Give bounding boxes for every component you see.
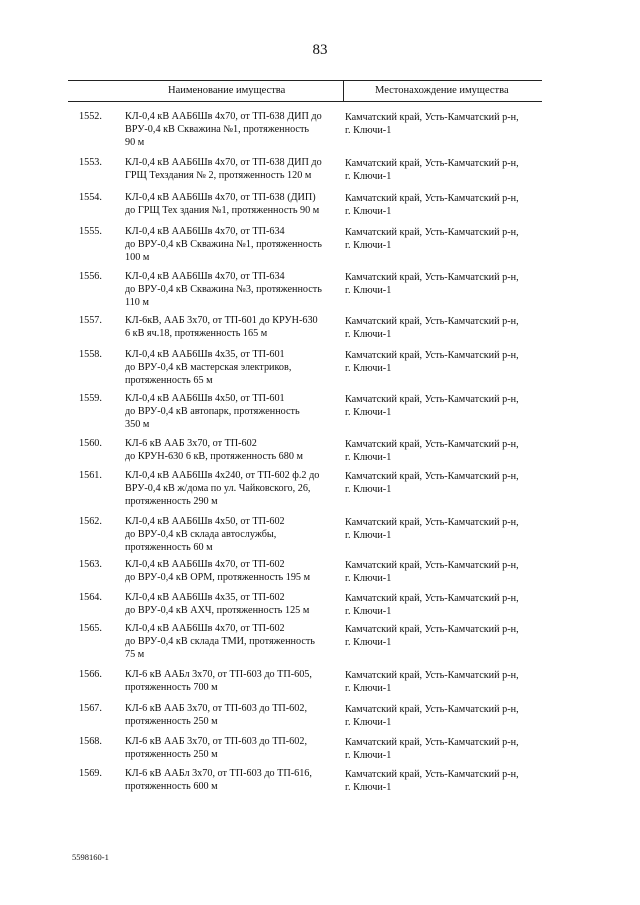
property-location-line: Камчатский край, Усть-Камчатский р-н,: [345, 560, 519, 571]
row-number: 1555.: [79, 226, 102, 237]
property-location: [345, 516, 545, 542]
property-name-line: до ВРУ-0,4 кВ автопарк, протяженность: [125, 406, 300, 418]
row-number: 1569.: [79, 768, 102, 779]
property-location: [345, 559, 545, 585]
property-name-line: до ВРУ-0,4 кВ Скважина №1, протяженность: [125, 239, 322, 251]
row-number: 1567.: [79, 703, 102, 714]
row-number: 1568.: [79, 736, 102, 747]
header-location-column: Местонахождение имущества: [375, 85, 509, 96]
row-number: 1554.: [79, 192, 102, 203]
property-location-line: г. Ключи-1: [345, 573, 392, 585]
property-name: [125, 469, 338, 509]
property-name: [125, 622, 338, 662]
property-location: [345, 157, 545, 183]
property-location-line: Камчатский край, Усть-Камчатский р-н,: [345, 272, 519, 283]
property-location-line: Камчатский край, Усть-Камчатский р-н,: [345, 158, 519, 169]
property-location-line: Камчатский край, Усть-Камчатский р-н,: [345, 394, 519, 405]
property-location-line: Камчатский край, Усть-Камчатский р-н,: [345, 737, 519, 748]
property-location-line: Камчатский край, Усть-Камчатский р-н,: [345, 670, 519, 681]
property-name: [125, 437, 338, 463]
property-name-line: до ГРЩ Тех здания №1, протяженность 90 м: [125, 205, 320, 217]
property-name: [125, 735, 338, 761]
header-name-column: Наименование имущества: [168, 85, 286, 96]
row-number: 1560.: [79, 438, 102, 449]
property-location: [345, 315, 545, 341]
table-header: [68, 80, 542, 102]
property-location-line: г. Ключи-1: [345, 407, 392, 419]
property-location-line: Камчатский край, Усть-Камчатский р-н,: [345, 704, 519, 715]
property-location-line: г. Ключи-1: [345, 637, 392, 649]
property-location: [345, 669, 545, 695]
property-name-line: 90 м: [125, 137, 145, 149]
property-location-line: Камчатский край, Усть-Камчатский р-н,: [345, 350, 519, 361]
property-name-line: КЛ-0,4 кВ ААБ6Шв 4х70, от ТП-638 ДИП до: [125, 111, 322, 122]
property-name-line: КЛ-6 кВ ААБ 3х70, от ТП-602: [125, 438, 257, 449]
property-location: [345, 349, 545, 375]
row-number: 1563.: [79, 559, 102, 570]
property-location-line: Камчатский край, Усть-Камчатский р-н,: [345, 769, 519, 780]
property-location-line: г. Ключи-1: [345, 240, 392, 252]
property-name-line: КЛ-6 кВ ААБ 3х70, от ТП-603 до ТП-602,: [125, 736, 307, 747]
property-location-line: Камчатский край, Усть-Камчатский р-н,: [345, 471, 519, 482]
property-name: [125, 392, 338, 432]
header-bottom-rule: [68, 101, 542, 102]
property-location-line: г. Ключи-1: [345, 363, 392, 375]
property-location-line: Камчатский край, Усть-Камчатский р-н,: [345, 439, 519, 450]
property-location: [345, 736, 545, 762]
property-name-line: до ВРУ-0,4 кВ склада автослужбы,: [125, 529, 277, 541]
property-name-line: ВРУ-0,4 кВ ж/дома по ул. Чайковского, 26,: [125, 483, 311, 495]
row-number: 1559.: [79, 393, 102, 404]
row-number: 1556.: [79, 271, 102, 282]
property-name: [125, 558, 338, 584]
property-name-line: 350 м: [125, 419, 150, 431]
property-name: [125, 515, 338, 555]
property-location: [345, 111, 545, 137]
row-number: 1561.: [79, 470, 102, 481]
property-name-line: протяженность 65 м: [125, 375, 213, 387]
property-location-line: г. Ключи-1: [345, 171, 392, 183]
property-location: [345, 592, 545, 618]
property-location: [345, 470, 545, 496]
property-name-line: до КРУН-630 6 кВ, протяженность 680 м: [125, 451, 303, 463]
property-name-line: протяженность 250 м: [125, 749, 218, 761]
property-name-line: КЛ-0,4 кВ ААБ6Шв 4х70, от ТП-602: [125, 623, 285, 634]
property-location: [345, 226, 545, 252]
row-number: 1564.: [79, 592, 102, 603]
property-location: [345, 768, 545, 794]
property-name-line: КЛ-0,4 кВ ААБ6Шв 4х50, от ТП-601: [125, 393, 285, 404]
property-name-line: протяженность 60 м: [125, 542, 213, 554]
property-name: [125, 270, 338, 310]
property-location-line: Камчатский край, Усть-Камчатский р-н,: [345, 517, 519, 528]
property-location: [345, 703, 545, 729]
property-location: [345, 393, 545, 419]
property-location-line: г. Ключи-1: [345, 683, 392, 695]
property-name-line: протяженность 700 м: [125, 682, 218, 694]
property-location-line: г. Ключи-1: [345, 285, 392, 297]
property-name-line: КЛ-6кВ, ААБ 3х70, от ТП-601 до КРУН-630: [125, 315, 318, 326]
row-number: 1552.: [79, 111, 102, 122]
property-name-line: КЛ-6 кВ ААБ 3х70, от ТП-603 до ТП-602,: [125, 703, 307, 714]
header-top-rule: [68, 80, 542, 81]
property-name-line: КЛ-0,4 кВ ААБ6Шв 4х35, от ТП-601: [125, 349, 285, 360]
property-name-line: 6 кВ яч.18, протяженность 165 м: [125, 328, 268, 340]
property-location: [345, 271, 545, 297]
page-number: 83: [312, 42, 328, 58]
property-name-line: 100 м: [125, 252, 150, 264]
property-location-line: Камчатский край, Усть-Камчатский р-н,: [345, 112, 519, 123]
property-name-line: 110 м: [125, 297, 149, 309]
property-location-line: Камчатский край, Усть-Камчатский р-н,: [345, 593, 519, 604]
property-name-line: КЛ-6 кВ ААБл 3х70, от ТП-603 до ТП-605,: [125, 669, 312, 680]
property-location-line: Камчатский край, Усть-Камчатский р-н,: [345, 624, 519, 635]
row-number: 1562.: [79, 516, 102, 527]
property-name: [125, 702, 338, 728]
property-location-line: г. Ключи-1: [345, 717, 392, 729]
document-code: 5598160-1: [72, 852, 109, 862]
property-location: [345, 623, 545, 649]
property-location: [345, 192, 545, 218]
property-location-line: г. Ключи-1: [345, 452, 392, 464]
property-name: [125, 156, 338, 182]
property-name: [125, 767, 338, 793]
property-name-line: 75 м: [125, 649, 145, 661]
property-name-line: ГРЩ Техздания № 2, протяженность 120 м: [125, 170, 312, 182]
property-name: [125, 668, 338, 694]
property-location-line: г. Ключи-1: [345, 530, 392, 542]
row-number: 1566.: [79, 669, 102, 680]
property-name-line: КЛ-0,4 кВ ААБ6Шв 4х70, от ТП-602: [125, 559, 285, 570]
property-location-line: г. Ключи-1: [345, 484, 392, 496]
property-name-line: КЛ-0,4 кВ ААБ6Шв 4х50, от ТП-602: [125, 516, 285, 527]
property-name-line: ВРУ-0,4 кВ Скважина №1, протяженность: [125, 124, 310, 136]
property-name: [125, 225, 338, 265]
property-location: [345, 438, 545, 464]
property-name-line: до ВРУ-0,4 кВ АХЧ, протяженность 125 м: [125, 605, 310, 617]
header-column-divider: [343, 80, 344, 101]
property-name-line: протяженность 290 м: [125, 496, 218, 508]
property-location-line: г. Ключи-1: [345, 329, 392, 341]
row-number: 1565.: [79, 623, 102, 634]
property-name: [125, 191, 338, 217]
property-name: [125, 314, 338, 340]
row-number: 1557.: [79, 315, 102, 326]
property-name-line: КЛ-0,4 кВ ААБ6Шв 4х240, от ТП-602 ф.2 до: [125, 470, 320, 481]
property-name-line: до ВРУ-0,4 кВ мастерская электриков,: [125, 362, 292, 374]
property-name: [125, 591, 338, 617]
property-name-line: до ВРУ-0,4 кВ ОРМ, протяженность 195 м: [125, 572, 311, 584]
property-name-line: КЛ-0,4 кВ ААБ6Шв 4х70, от ТП-634: [125, 271, 285, 282]
property-name: [125, 110, 338, 150]
property-location-line: Камчатский край, Усть-Камчатский р-н,: [345, 227, 519, 238]
property-name-line: до ВРУ-0,4 кВ склада ТМИ, протяженность: [125, 636, 315, 648]
property-name-line: КЛ-6 кВ ААБл 3х70, от ТП-603 до ТП-616,: [125, 768, 312, 779]
property-location-line: г. Ключи-1: [345, 606, 392, 618]
property-name-line: КЛ-0,4 кВ ААБ6Шв 4х70, от ТП-638 ДИП до: [125, 157, 322, 168]
property-location-line: г. Ключи-1: [345, 125, 392, 137]
property-name-line: КЛ-0,4 кВ ААБ6Шв 4х35, от ТП-602: [125, 592, 285, 603]
property-name-line: протяженность 250 м: [125, 716, 218, 728]
property-location-line: г. Ключи-1: [345, 782, 392, 794]
row-number: 1558.: [79, 349, 102, 360]
property-location-line: г. Ключи-1: [345, 750, 392, 762]
property-location-line: Камчатский край, Усть-Камчатский р-н,: [345, 193, 519, 204]
property-name-line: КЛ-0,4 кВ ААБ6Шв 4х70, от ТП-634: [125, 226, 285, 237]
property-name-line: КЛ-0,4 кВ ААБ6Шв 4х70, от ТП-638 (ДИП): [125, 192, 316, 203]
row-number: 1553.: [79, 157, 102, 168]
property-name-line: протяженность 600 м: [125, 781, 218, 793]
property-location-line: Камчатский край, Усть-Камчатский р-н,: [345, 316, 519, 327]
property-location-line: г. Ключи-1: [345, 206, 392, 218]
property-name: [125, 348, 338, 388]
property-name-line: до ВРУ-0,4 кВ Скважина №3, протяженность: [125, 284, 322, 296]
